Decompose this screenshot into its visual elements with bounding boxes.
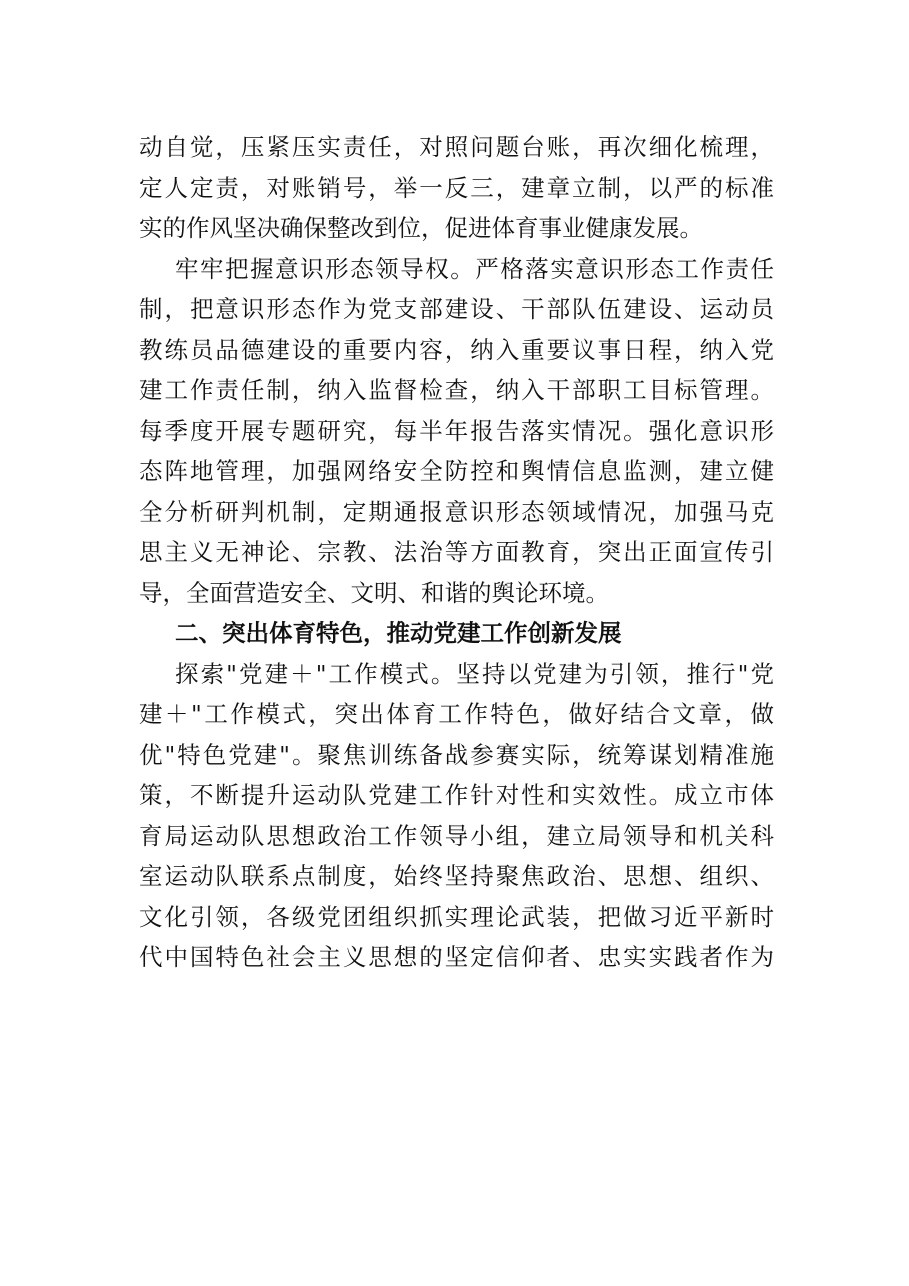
paragraph-start-line: 牢牢把握意识形态领导权。严格落实意识形态工作责任 [175, 254, 774, 283]
text-line: 实的作风坚决确保整改到位，促进体育事业健康发展。 [139, 214, 703, 242]
text-line: 思主义无神论、宗教、法治等方面教育，突出正面宣传引 [139, 538, 774, 566]
text-line: 建＋"工作模式，突出体育工作特色，做好结合文章，做 [139, 700, 774, 728]
text-line: 制，把意识形态作为党支部建设、干部队伍建设、运动员 [139, 295, 774, 323]
text-line: 策，不断提升运动队党建工作针对性和实效性。成立市体 [139, 781, 774, 809]
text-line: 文化引领，各级党团组织抓实理论武装，把做习近平新时 [139, 902, 774, 931]
section-heading: 二、突出体育特色，推动党建工作创新发展 [175, 619, 622, 647]
text-line: 室运动队联系点制度，始终坚持聚焦政治、思想、组织、 [139, 862, 774, 890]
text-line: 全分析研判机制，定期通报意识形态领域情况，加强马克 [139, 497, 774, 526]
text-line: 定人定责，对账销号，举一反三，建章立制，以严的标准 [139, 173, 774, 202]
text-line: 优"特色党建"。聚焦训练备战参赛实际，统筹谋划精准施 [139, 740, 774, 769]
text-line: 代中国特色社会主义思想的坚定信仰者、忠实实践者作为 [139, 943, 774, 971]
text-line: 态阵地管理，加强网络安全防控和舆情信息监测，建立健 [139, 457, 774, 485]
paragraph-start-line: 探索"党建＋"工作模式。坚持以党建为引领，推行"党 [175, 659, 774, 688]
text-line: 动自觉，压紧压实责任，对照问题台账，再次细化梳理， [139, 133, 774, 161]
text-line: 导，全面营造安全、文明、和谐的舆论环境。 [139, 578, 609, 607]
document-body [139, 127, 774, 978]
text-line: 育局运动队思想政治工作领导小组，建立局领导和机关科 [139, 821, 774, 850]
text-line: 教练员品德建设的重要内容，纳入重要议事日程，纳入党 [139, 335, 774, 364]
text-line: 建工作责任制，纳入监督检查，纳入干部职工目标管理。 [139, 376, 774, 404]
text-line: 每季度开展专题研究，每半年报告落实情况。强化意识形 [139, 416, 774, 445]
